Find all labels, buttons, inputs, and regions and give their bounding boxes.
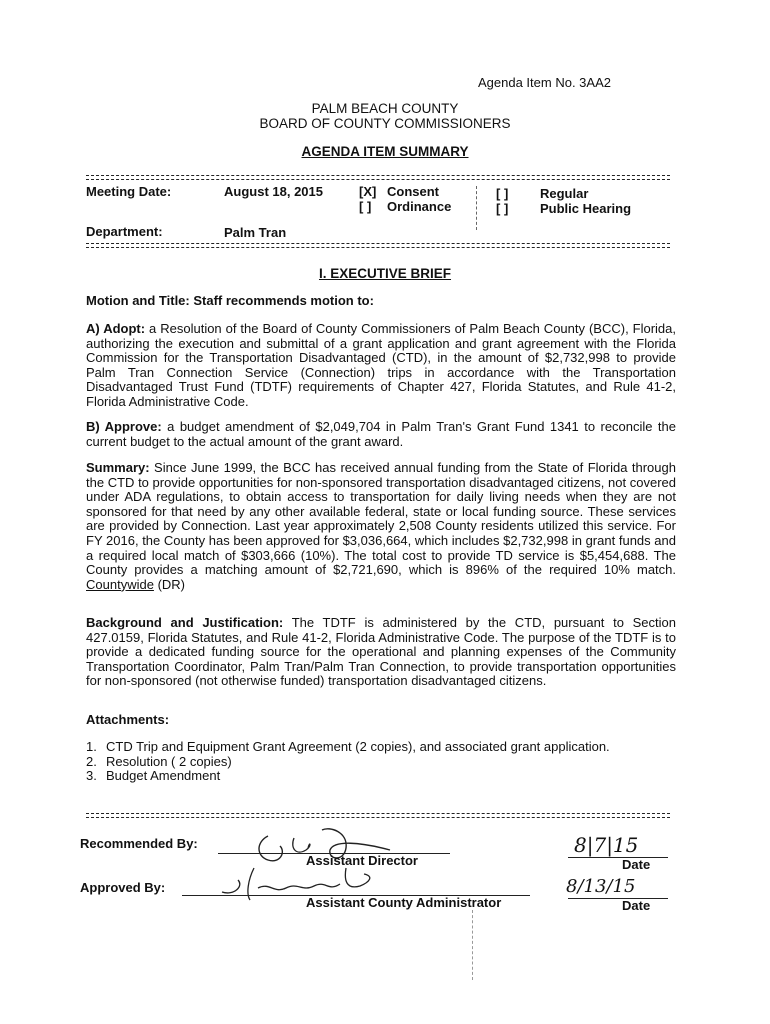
department-value: Palm Tran [224,225,287,240]
approved-by-label: Approved By: [80,880,166,895]
approved-date-label: Date [622,898,651,913]
ordinance-label: Ordinance [387,199,452,214]
column-divider [476,186,477,230]
countywide-label: Countywide [86,576,154,592]
item-b-paragraph [86,420,676,449]
meeting-date-label: Meeting Date: [86,184,172,199]
recommended-date: 8|7|15 [574,833,639,857]
agenda-item-number: Agenda Item No. 3AA2 [478,75,611,90]
recommended-date-label: Date [622,857,651,872]
motion-title [86,293,374,308]
summary-paragraph [86,461,676,592]
attachment-item: 1. CTD Trip and Equipment Grant Agreement (2 copies), and associated grant application. [86,739,610,754]
public-hearing-checkbox: [ ] [496,201,509,216]
top-rule [86,175,670,180]
summary-label: Summary: [86,460,150,475]
regular-label: Regular [540,186,589,201]
county-name: PALM BEACH COUNTY [311,101,459,116]
board-name: BOARD OF COUNTY COMMISSIONERS [259,116,511,131]
recommended-by-title: Assistant Director [306,853,418,868]
attachments-list [86,740,676,784]
attachment-item: 3. Budget Amendment [86,768,221,784]
approved-by-title: Assistant County Administrator [306,895,502,910]
item-b-text: a budget amendment of $2,049,704 in Palm Tran's Grant Fund 1341 to reconcile the current budget to the actual amount of the grant award. [86,419,677,449]
item-a-text: a Resolution of the Board of County Commissioners of Palm Beach County (BCC), Florida, authorizing the execution and submittal of a grant application and grant agreement with the Florida Commission for the Transportation Disadvantaged (CTD), in the amount of $2,732,998 to provide Palm Tran Connection Service (Connection) trips in accordance with the Transportation Disadvantaged Trust Fund (TDTF) requirements of Chapter 427, Florida Statutes, and Rule 41-2, Florida Administrative Code. [86,321,676,409]
approved-date: 8/13/15 [566,876,636,897]
item-a-label: A) Adopt: [86,321,146,336]
department-label: Department: [86,224,163,239]
background-text: The TDTF is administered by the CTD, pursuant to Section 427.0159, Florida Statutes, and Rule 41-2, Florida Administrative Code. The purpose of the TDTF is to provide a dedicated funding source for the operational and planning expenses of the Community Transportation Coordinator, Palm Tran/Palm Tran Connection, to provide transportation opportunities for non-sponsored (not otherwise funded) transportation disadvantaged citizens. [86,615,676,689]
item-a-paragraph [86,322,676,410]
ordinance-checkbox: [ ] [359,199,372,214]
scan-artifact-line [472,910,473,980]
item-b-label: B) Approve: [86,419,162,434]
attachments-label: Attachments: [86,712,170,727]
recommended-date-line [568,857,668,858]
regular-checkbox: [ ] [496,186,509,201]
department-rule [86,243,670,248]
motion-label: Motion and Title: [86,293,190,308]
executive-brief-heading: I. EXECUTIVE BRIEF [318,266,452,281]
consent-label: Consent [387,184,439,199]
background-paragraph [86,616,676,689]
summary-text: Since June 1999, the BCC has received annual funding from the State of Florida through the CTD to provide opportunities for non-sponsored transportation disadvantaged citizens, not covered under ADA regulations, to obtain access to transportation for daily living needs when they are not sponsored for that need by any other available federal, state or local funding source. These services are provided by Connection. Last year approximately 2,508 County residents utilized this service. For FY 2016, the County has been approved for $3,036,664, which includes $2,732,998 in grant funds and a required local match of $303,666 (10%). The total cost to provide TD service is $5,454,688. The County provides a matching amount of $2,721,690, which is 896% of the required 10% match. [86,460,676,578]
motion-text: Staff recommends motion to: [193,293,374,308]
summary-title: AGENDA ITEM SUMMARY [301,144,469,159]
approved-date-line [568,898,668,899]
recommended-by-label: Recommended By: [80,836,198,851]
consent-checkbox: [X] [359,184,377,199]
background-label: Background and Justification: [86,615,284,630]
attachment-item: 2. Resolution ( 2 copies) [86,753,232,769]
signoff-rule [86,813,670,818]
meeting-date-value: August 18, 2015 [224,184,323,199]
public-hearing-label: Public Hearing [540,201,632,216]
district-code: (DR) [157,576,185,592]
